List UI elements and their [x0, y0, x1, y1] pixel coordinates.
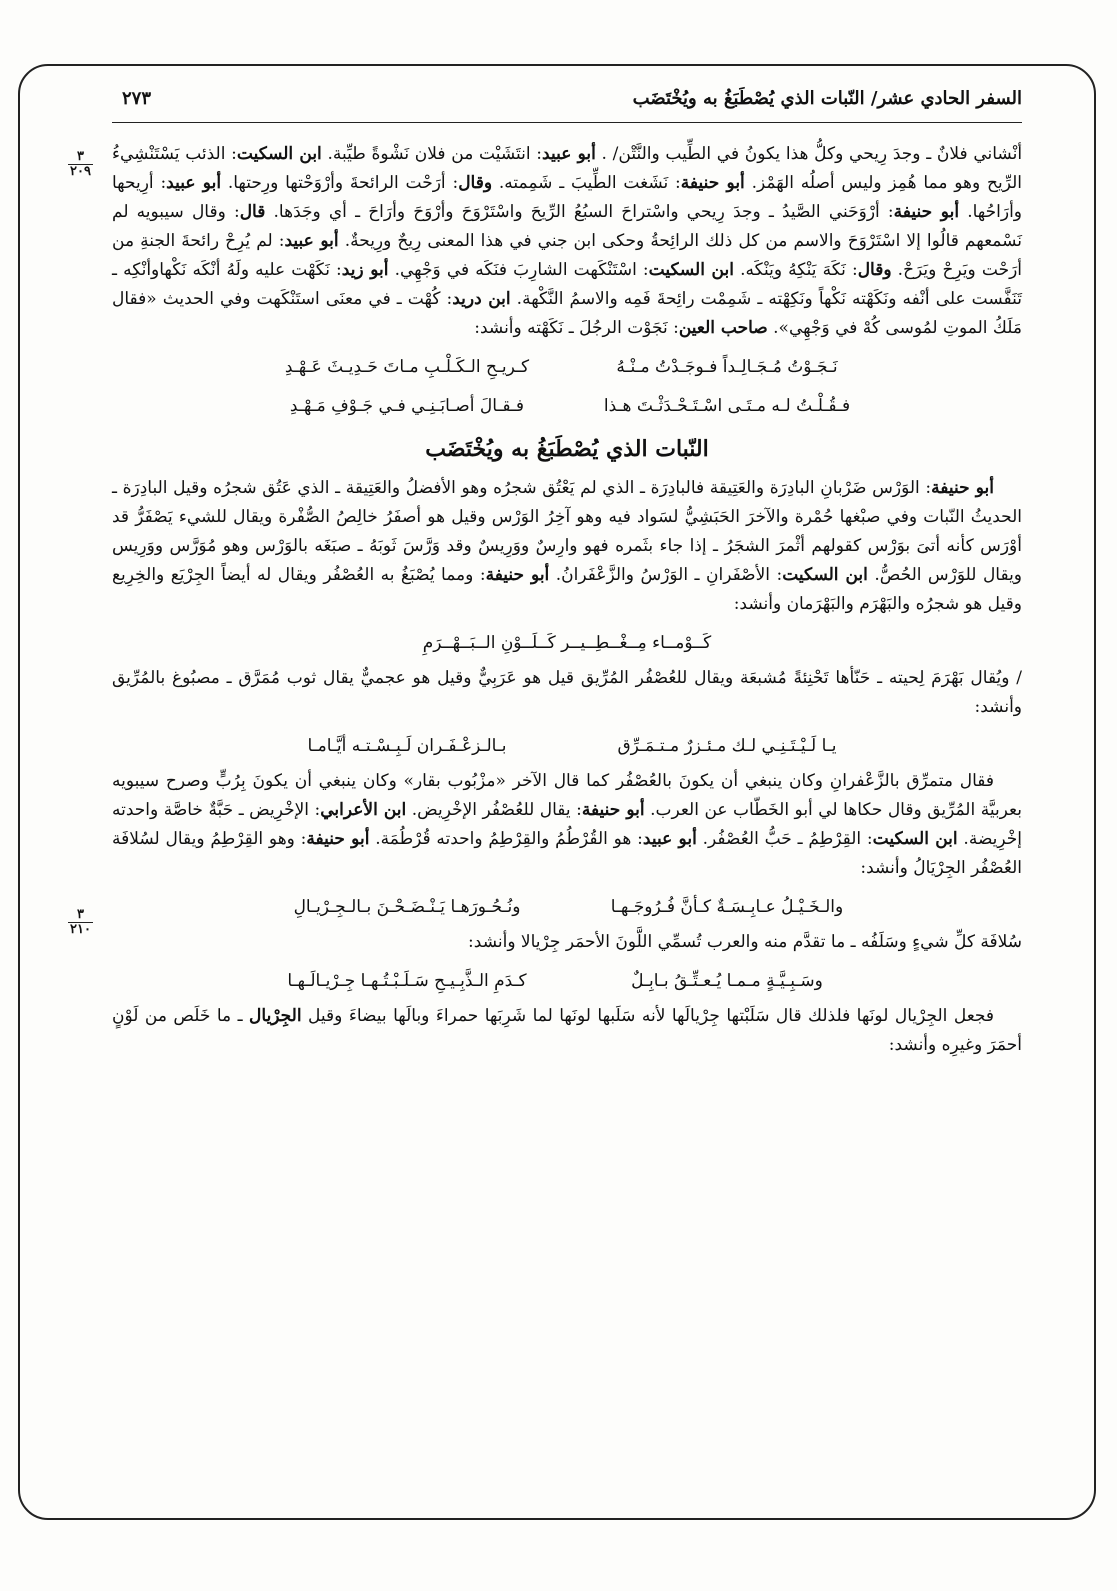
speaker-name: ابن السكيت	[782, 565, 868, 585]
speaker-name: أبو حنيفة	[931, 478, 995, 498]
speaker-name: ابن دريد	[452, 289, 511, 309]
speaker-name: قال	[239, 202, 266, 222]
verse-hemistich: ونُـحُـورَهـا يَـنْـضَـحْـنَ بـالـجِـرْيـالِ	[293, 897, 521, 917]
verse-line	[112, 732, 1022, 761]
paragraph: فجعل الجِرْيال لونَها فلذلك قال سَلَبْتها جِرْيالَها لأنه سَلَبها لونَها لما شَرِبَها حمراءَ وبالَها بيضاءَ وقيل الجِرْيال ـ ما خَلَص من لَوْنٍ أحمَرَ وغيرِه وأنشد:	[112, 1006, 1022, 1055]
paragraph: سُلافَة كلِّ شيءٍ وسَلَفُه ـ ما تقدَّم منه والعرب تُسمِّي اللَّونَ الأحمَر جِرْيالا وأنشد:	[468, 932, 1022, 952]
verse-line	[112, 353, 1022, 382]
verse-hemistich: فـقـالَ أصـابَـنِـي فـي جَـوْفِ مَـهْـدِ	[289, 396, 525, 416]
verse-hemistich: يـا لَـيْـتَـنِـي لـك مـئـزرٌ مـتـمَـرِّق	[617, 736, 837, 756]
paragraph: فقال متمرِّق بالزَّعْفرانِ وكان ينبغي أن يكونَ بالعُصْفُر كما قال الآخر «مزْبُوب بقار» وكان ينبغي أن يكونَ بِرُبٍّ وصرح سيبويه بعربيَّة المُرِّيق وقال حكاها لي أبو الخَطّاب عن العرب. أبو حنيفة: يقال للعُصْفُر الإخْرِيض. ابن الأعرابي: الإخْرِيض ـ حَبَّةٌ خاصَّة واحدته إخْرِيضة. ابن السكيت: القِرْطِمُ ـ حَبُّ العُصْفُر. أبو عبيد: هو القُرْطُمُ والقِرْطِمُ واحدته قُرْطُمَة. أبو حنيفة: وهو القِرْطِمُ ويقال لسُلافَة العُصْفُر الجِرْيَالُ وأنشد:	[112, 771, 1023, 878]
speaker-name: أبو حنيفة	[485, 565, 550, 585]
section-heading: النّبات الذي يُصْطَبَغُ به ويُخْتَضَب	[425, 436, 709, 462]
paragraph: أبو حنيفة: الوَرْس ضَرْبانِ البادِرَة والعَتِيقة فالبادِرَة ـ الذي لم يَعْتُق شجرُه وهو الأفضلُ والعَتِيقة ـ الذي عَتُق شجرُه وقيل البادِرَة ـ الحديثُ النّبات وفي صبْغها حُمْرة والآخرَ الحَبَشِيُّ لسَواد فيه وهو آخِرُ الوَرْس وقيل هو أصفَرُ خالِصُ الصُّفْرة ويقال للشيء يَصْفَرُّ قد أوْرَس كأنه أتىَ بوَرْس كقولهم أثْمرَ الشجَرُ ـ إذا جاء بثَمره فهو وارِسٌ ووَرِيسٌ وقد وَرَّسَ ثَوبَهُ ـ صبَغَه بالوَرْس وهو مُوَرَّس ووَرِيس ويقال للوَرْس الحُصُّ. ابن السكيت: الأصْفَرانِ ـ الوَرْسُ والزَّعْفَرانُ. أبو حنيفة: ومما يُصْبَغُ به العُصْفُر ويقال له أيضاً الجِرْيَع والخِرِيع وقيل هو شجرُه والبَهْرَم والبَهْرَمان وأنشد:	[112, 478, 1023, 614]
verse-line	[112, 629, 1022, 658]
speaker-name: أبو حنيفة	[581, 800, 645, 820]
speaker-name: أبو حنيفة	[306, 829, 370, 849]
speaker-name: وقال	[857, 260, 892, 280]
page-body	[112, 140, 1022, 1064]
verse-hemistich: نَـجَـوْتُ مُـجَـالِـداً فـوجَـدْتُ مـنْـهُ	[616, 357, 838, 377]
verse-line	[112, 392, 1022, 421]
verse-hemistich: بـالـزعْـفَـران لَـبِـسْـتـه أيَّـامـا	[307, 736, 507, 756]
speaker-name: ابن السكيت	[236, 144, 322, 164]
speaker-name: الجِرْيال	[249, 1006, 302, 1026]
page-number: ٢٧٣	[122, 88, 152, 109]
verse-hemistich: وسَـبِـيَّـةٍ مـمـا يُـعـتِّـقُ بـابِـلٌ	[631, 971, 823, 991]
page-header	[112, 82, 1022, 123]
verse-hemistich: كَــوْمــاء مِــغْــطِــيــر كَــلَــوْنِ الــبَــهْــرَمِ	[422, 633, 712, 653]
verse-hemistich: كـريـحِ الـكَـلْـبِ مـاتَ حَـدِيـثَ عَـهْـدِ	[284, 357, 530, 377]
margin-reference: ٣ ٢٠٩	[70, 149, 91, 179]
verse-line	[112, 893, 1022, 922]
speaker-name: أبو عبيد	[642, 829, 697, 849]
speaker-name: وقال	[458, 173, 493, 193]
speaker-name: ابن السكيت	[648, 260, 734, 280]
speaker-name: أبو حنيفة	[680, 173, 745, 193]
verse-hemistich: والـخَـيْـلُ عـابِـسَـةٌ كـأنَّ فُـرُوجَـهـا	[610, 897, 844, 917]
verse-hemistich: كـدَمِ الـذَّبِـيـحِ سَـلَـبْـتُـهـا جِـرْيـالَـهـا	[287, 971, 527, 991]
speaker-name: أبو حنيفة	[893, 202, 960, 222]
margin-reference: ٣ ٢١٠	[70, 907, 91, 937]
speaker-name: ابن السكيت	[872, 829, 958, 849]
running-title: السفر الحادي عشر/ النّبات الذي يُصْطَبَغُ به ويُخْتَضَب	[632, 88, 1022, 109]
speaker-name: أبو عبيد	[542, 144, 596, 164]
speaker-name: ابن الأعرابي	[320, 800, 407, 820]
paragraph: / ويُقال بَهْرَمَ لِحيته ـ حَنّأها تَحْنِئةً مُشبعَة ويقال للعُصْفُر المُرِّيق قيل هو عَرَبِيٌّ وقيل هو عجميٌّ يقال ثوب مُمَرَّق ـ مصبُوغ بالمُرِّيق وأنشد:	[112, 668, 1022, 717]
speaker-name: أبو عبيد	[284, 231, 339, 251]
speaker-name: صاحب العين	[678, 318, 768, 338]
speaker-name: أبو عبيد	[166, 173, 222, 193]
paragraph: أنْشاني فلانٌ ـ وجدَ رِيحي وكلُّ هذا يكونُ في الطِّيب والنَّتْن/ . أبو عبيد: انتَشَيْت من فلان نَشْوةً طيِّبة. ابن السكيت: الذئب يَسْتَنْشِيءُ الرِّيح وهو مما هُمِز وليس أصلُه الهَمْز. أبو حنيفة: نَشَغت الطِّيبَ ـ شَمِمته. وقال: أرَحْت الرائحةَ وأرْوَحْتها ورِحتها. أبو عبيد: أرِيحها وأرَاحُها. أبو حنيفة: أرْوَحَني الصَّيدُ ـ وجدَ رِيحي واسْتراحَ السبُعُ الرِّيحَ واسْتَرْوَحَ وأرْوَحَ وأرَاحَ ـ أي وجَدَها. قال: وقال سيبويه لم نَسْمعهم قالُوا إلا اسْتَرْوَحَ والاسم من كل ذلك الرائِحةُ وحكى ابن جني في هذا المعنى رِيحٌ ورِيحةٌ. أبو عبيد: لم يُرِحْ رائحةَ الجنةِ من أرَحْت ويَرِحْ ويَرَحْ. وقال: نَكَهَ يَنْكِهُ ويَنْكَه. ابن السكيت: اسْتَنْكَهت الشارِبَ فنَكَه في وَجْهِي. أبو زيد: نَكَهْت عليه ولَهُ أنْكَه نَكْهاوأنْكِه ـ تَنَفَّست على أنْفه ونَكَهْته نَكْهاً ونَكِهْته ـ شَمِمْت رائِحةَ فَمِه والاسمُ النَّكْهة. ابن دريد: كُهْت ـ في معنَى استَنْكَهت وفي الحديث «فقال مَلَكُ الموتِ لمُوسى كُهْ في وَجْهِي». صاحب العين: نَجَوْت الرجُلَ ـ نَكَهْته وأنشد:	[112, 144, 1023, 338]
verse-line	[112, 967, 1022, 996]
speaker-name: أبو زيد	[341, 260, 389, 280]
verse-hemistich: فـقُـلْـتُ لـه مـتَـى اسْـتَـحْـدَثْـتَ هـذا	[603, 396, 851, 416]
